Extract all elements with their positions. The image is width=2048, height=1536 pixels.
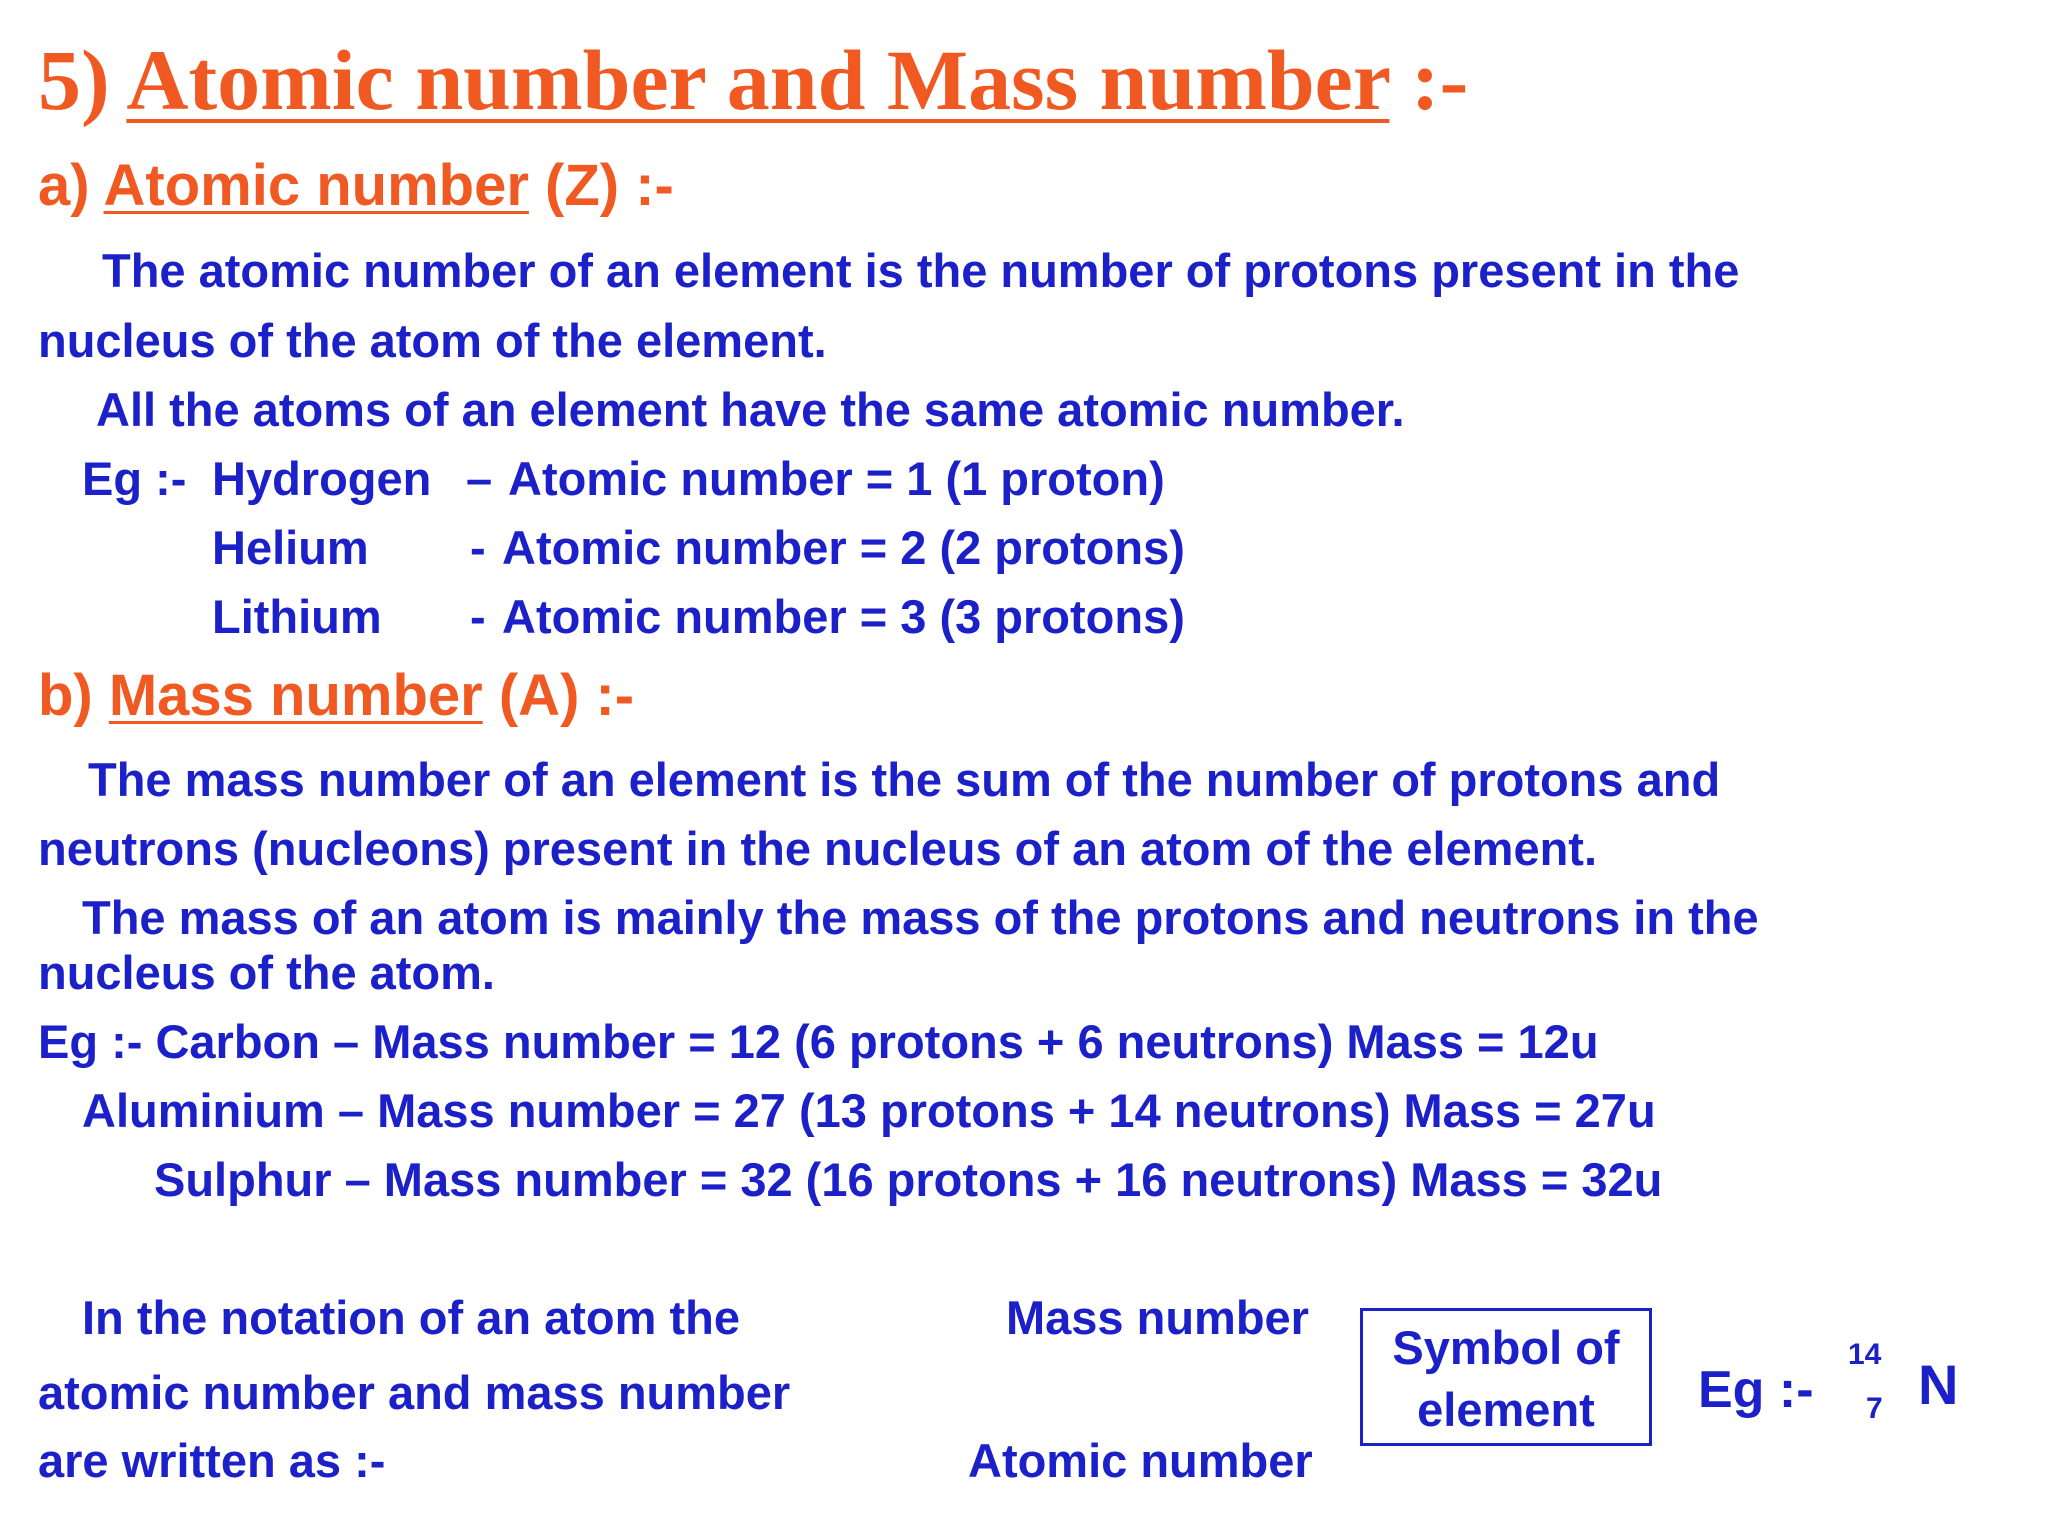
notation-line-1: In the notation of an atom the xyxy=(82,1291,740,1344)
section-a-heading: a) Atomic number (Z) :- xyxy=(38,153,674,218)
example-aluminium: Aluminium – Mass number = 27 (13 protons + 14 neutrons) Mass = 27u xyxy=(82,1084,1656,1137)
section-a-definition-line-1: The atomic number of an element is the number of protons present in the xyxy=(102,244,1740,297)
section-b-definition-line-1: The mass number of an element is the sum of the number of protons and xyxy=(88,753,1721,806)
example-hydrogen-sep: – xyxy=(466,452,493,505)
section-b-heading: b) Mass number (A) :- xyxy=(38,663,635,728)
section-b-definition-line-2: neutrons (nucleons) present in the nucleus of an atom of the element. xyxy=(38,822,1598,875)
section-a-note: All the atoms of an element have the same atomic number. xyxy=(96,383,1405,436)
section-b-note-line-2: nucleus of the atom. xyxy=(38,946,495,999)
section-b-note-line-1: The mass of an atom is mainly the mass of the protons and neutrons in the xyxy=(82,891,1759,944)
symbol-box-line-2: element xyxy=(1417,1383,1595,1436)
example-lithium-name: Lithium xyxy=(212,590,382,643)
symbol-box-line-1: Symbol of xyxy=(1392,1321,1620,1374)
section-b-term: Mass number xyxy=(108,663,483,728)
notation-eg-symbol: N xyxy=(1918,1353,1959,1416)
example-helium-name: Helium xyxy=(212,521,369,574)
section-a-eg-label: Eg :- xyxy=(82,452,187,505)
notation-line-2: atomic number and mass number xyxy=(38,1366,791,1419)
example-carbon: Eg :- Carbon – Mass number = 12 (6 protons + 6 neutrons) Mass = 12u xyxy=(38,1015,1599,1068)
example-hydrogen-text: Atomic number = 1 (1 proton) xyxy=(508,452,1165,505)
example-lithium-sep: - xyxy=(470,590,486,643)
notation-mass-label: Mass number xyxy=(1006,1291,1309,1344)
example-hydrogen-name: Hydrogen xyxy=(212,452,432,505)
example-lithium-text: Atomic number = 3 (3 protons) xyxy=(502,590,1185,643)
example-sulphur: Sulphur – Mass number = 32 (16 protons + 16 neutrons) Mass = 32u xyxy=(154,1153,1663,1206)
page-title: 5) Atomic number and Mass number :- xyxy=(38,32,1469,128)
section-a-definition-line-2: nucleus of the atom of the element. xyxy=(38,314,827,367)
example-helium-sep: - xyxy=(470,521,486,574)
section-a-term: Atomic number xyxy=(103,153,529,218)
page-title-underlined: Atomic number and Mass number xyxy=(126,32,1390,128)
notation-eg-atomic-number: 7 xyxy=(1866,1392,1883,1425)
notation-line-3: are written as :- xyxy=(38,1434,386,1487)
notation-atomic-label: Atomic number xyxy=(968,1434,1313,1487)
notation-eg-mass-number: 14 xyxy=(1848,1338,1882,1371)
notation-eg-label: Eg :- xyxy=(1698,1361,1814,1419)
example-helium-text: Atomic number = 2 (2 protons) xyxy=(502,521,1185,574)
